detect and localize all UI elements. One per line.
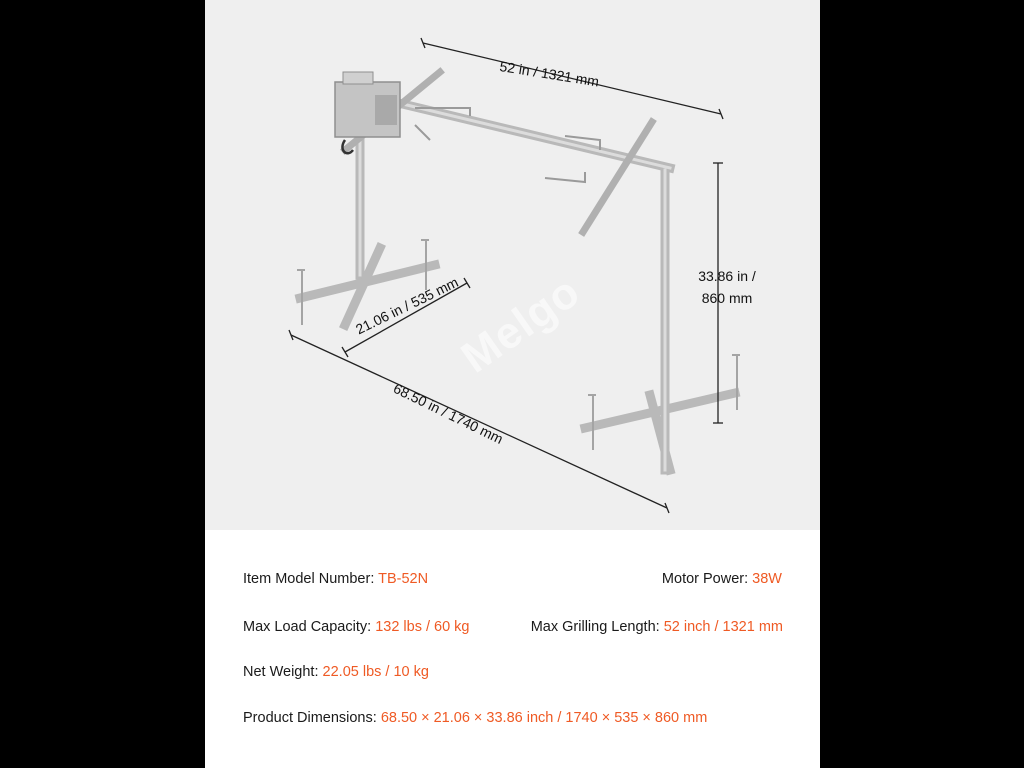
spec-model: [243, 571, 428, 587]
spec-max-load: [243, 619, 470, 635]
spec-dims-label: Product Dimensions:: [243, 710, 381, 726]
brand-watermark: Melgo: [452, 266, 589, 383]
total-length-dimension-label: 68.50 in / 1740 mm: [390, 380, 506, 447]
spec-load-value: 132 lbs / 60 kg: [375, 619, 470, 635]
spec-max-grilling-length: [531, 619, 783, 635]
spec-grill-length-label: Max Grilling Length:: [530, 619, 664, 635]
height-dimension-line2: 860 mm: [701, 290, 753, 306]
height-dimension-label: [687, 265, 767, 309]
spec-load-label: Max Load Capacity:: [243, 619, 376, 635]
spec-motor-power: [662, 571, 782, 587]
spec-weight-value: 22.05 lbs / 10 kg: [322, 664, 429, 680]
spec-model-label: Item Model Number:: [243, 571, 379, 587]
spec-dims-value: 68.50 × 21.06 × 33.86 inch / 1740 × 535 × 860 mm: [380, 710, 708, 726]
base-width-dimension-label: 21.06 in / 535 mm: [353, 273, 461, 338]
spec-weight-label: Net Weight:: [243, 664, 323, 680]
product-spec-card: [205, 0, 820, 768]
spec-net-weight: [243, 664, 429, 680]
spec-motor-value: 38W: [752, 571, 782, 587]
spec-motor-label: Motor Power:: [661, 571, 753, 587]
product-photo: [205, 0, 820, 530]
spec-grill-length-value: 52 inch / 1321 mm: [663, 619, 783, 635]
height-dimension-line1: 33.86 in /: [698, 268, 756, 284]
grilling-length-dimension-label: 52 in / 1321 mm: [498, 58, 601, 90]
spec-product-dimensions: [243, 710, 707, 726]
spec-model-value: TB-52N: [378, 571, 429, 587]
